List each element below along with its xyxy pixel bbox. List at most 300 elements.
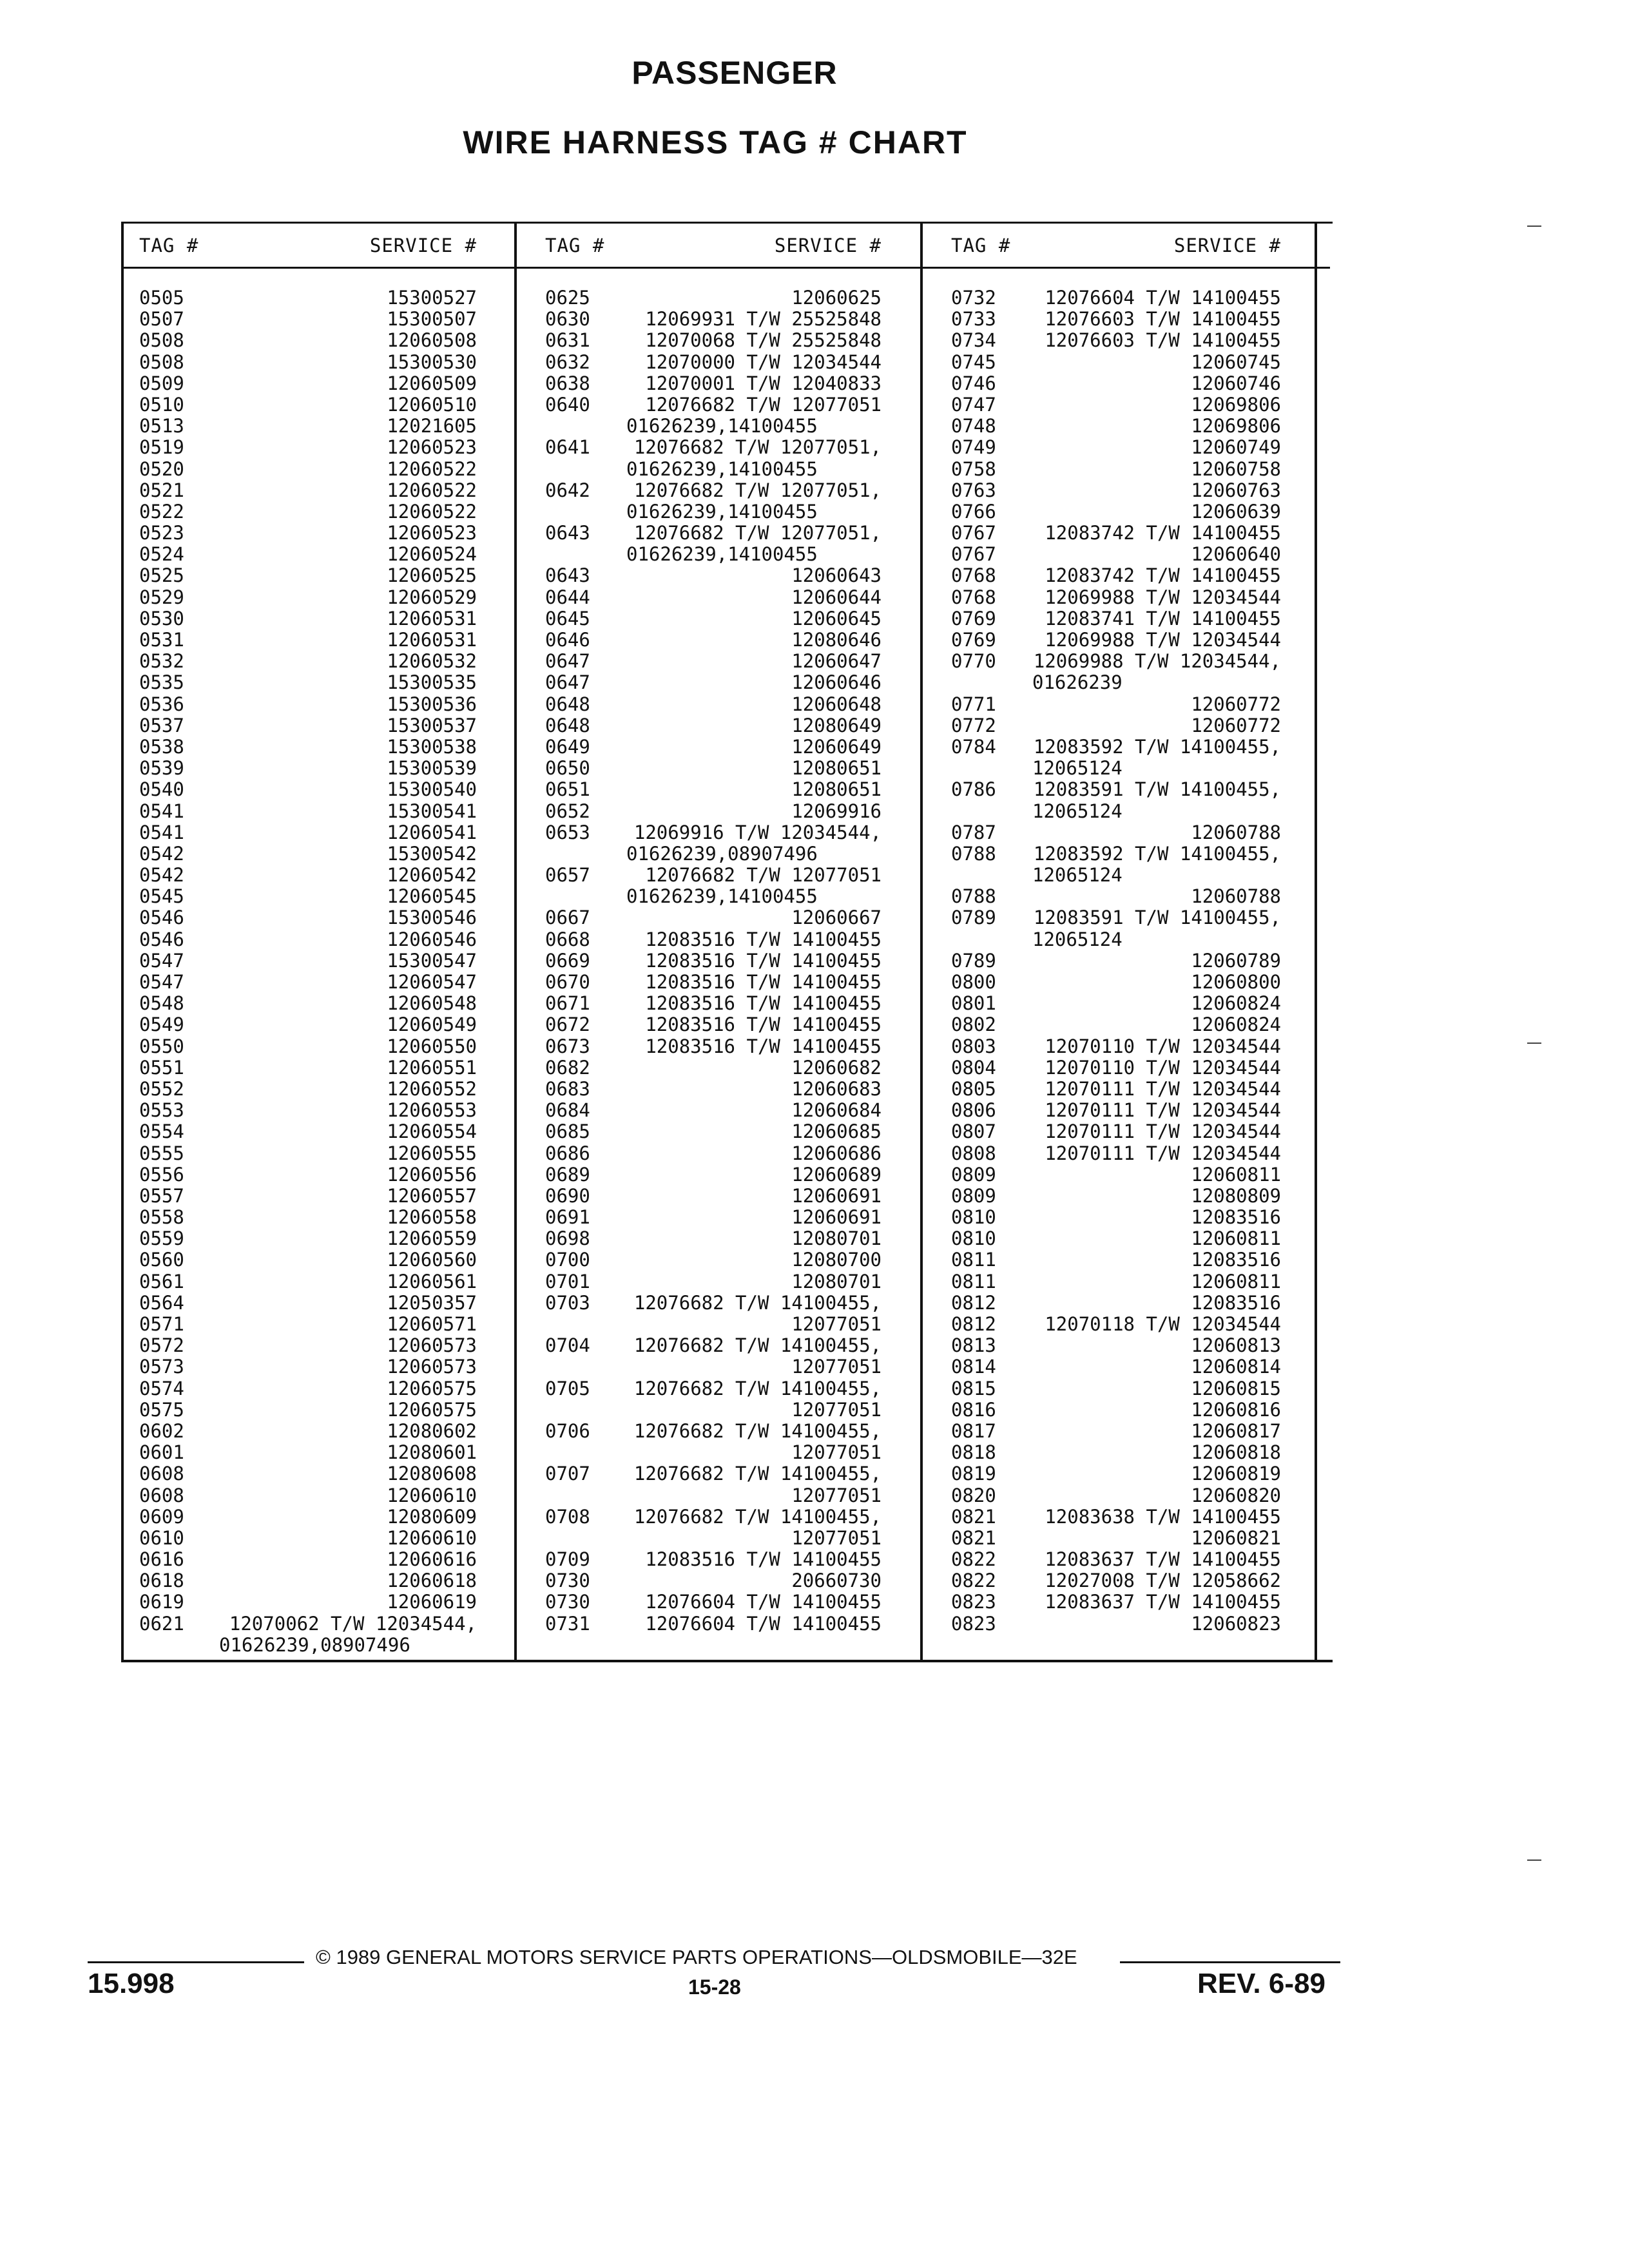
- tag-number: 0669: [545, 949, 590, 972]
- tag-number: 0700: [545, 1249, 590, 1271]
- service-number: 12060549: [387, 1014, 477, 1036]
- table-row: [951, 1014, 1281, 1035]
- tag-number: 0704: [545, 1334, 590, 1357]
- service-number: 12060811: [1191, 1270, 1281, 1293]
- table-row: [545, 1485, 882, 1506]
- tag-number: 0539: [139, 757, 184, 780]
- row-list: [545, 287, 882, 1635]
- table-row: [139, 1485, 477, 1506]
- tag-number: 0733: [951, 308, 996, 331]
- tag-number: 0541: [139, 821, 184, 843]
- tag-number: 0553: [139, 1099, 184, 1122]
- service-number: 12060691: [791, 1184, 882, 1207]
- service-number: 01626239,14100455: [626, 543, 818, 566]
- table-row: [951, 865, 1281, 886]
- table-row: [139, 929, 477, 950]
- table-row: [545, 1164, 882, 1186]
- table-row: [545, 1057, 882, 1079]
- table-row: [545, 416, 882, 437]
- table-row: [139, 416, 477, 437]
- service-number: 15300546: [387, 907, 477, 929]
- table-row: [951, 309, 1281, 330]
- service-number: 12077051: [791, 1398, 882, 1421]
- table-row: [139, 1314, 477, 1335]
- tag-column-1: [139, 228, 477, 1656]
- table-row: [139, 1549, 477, 1570]
- tag-number: 0707: [545, 1463, 590, 1485]
- service-number: 12070068 T/W 25525848: [645, 329, 882, 352]
- service-number: 12060616: [387, 1548, 477, 1571]
- service-number: 12070110 T/W 12034544: [1045, 1056, 1281, 1079]
- service-number: 12060819: [1191, 1463, 1281, 1485]
- service-number: 12083592 T/W 14100455,: [1033, 842, 1281, 865]
- service-number: 12080602: [387, 1419, 477, 1442]
- chart-title: WIRE HARNESS TAG # CHART: [463, 124, 968, 160]
- table-row: [951, 779, 1281, 800]
- tag-number: 0574: [139, 1377, 184, 1399]
- tag-number: 0767: [951, 522, 996, 544]
- margin-mark: [1527, 1860, 1541, 1861]
- table-row: [545, 1249, 882, 1271]
- tag-number: 0813: [951, 1334, 996, 1357]
- page-title: PASSENGER: [631, 55, 838, 91]
- service-number: 01626239,14100455: [626, 885, 818, 908]
- tag-number: 0619: [139, 1591, 184, 1613]
- table-row: [951, 394, 1281, 416]
- service-number: 15300527: [387, 287, 477, 309]
- table-row: [139, 801, 477, 822]
- service-number: 15300537: [387, 714, 477, 736]
- service-number: 12060649: [791, 735, 882, 758]
- service-number: 12060772: [1191, 693, 1281, 715]
- table-row: [951, 330, 1281, 351]
- service-number: 12060541: [387, 821, 477, 843]
- table-row: [545, 972, 882, 993]
- tag-number: 0730: [545, 1591, 590, 1613]
- footer-rule-left: [88, 1961, 304, 1963]
- table-row: [545, 587, 882, 608]
- tag-number: 0657: [545, 864, 590, 887]
- service-number: 12060811: [1191, 1227, 1281, 1250]
- service-number: 12076682 T/W 14100455,: [633, 1419, 882, 1442]
- table-row: [139, 1506, 477, 1528]
- service-number: 12060524: [387, 543, 477, 566]
- table-row: [951, 1207, 1281, 1228]
- service-number: 12069931 T/W 25525848: [645, 308, 882, 331]
- table-row: [951, 437, 1281, 458]
- service-number: 12060689: [791, 1163, 882, 1186]
- table-row: [545, 715, 882, 736]
- table-row: [139, 501, 477, 523]
- table-row: [545, 843, 882, 865]
- service-number: 12060683: [791, 1077, 882, 1100]
- service-number: 15300536: [387, 693, 477, 715]
- service-number: 12060811: [1191, 1163, 1281, 1186]
- service-number: 12070001 T/W 12040833: [645, 372, 882, 394]
- tag-number: 0745: [951, 351, 996, 373]
- tag-number: 0809: [951, 1163, 996, 1186]
- service-number: 12060508: [387, 329, 477, 352]
- service-number: 12060646: [791, 671, 882, 694]
- service-number: 01626239,14100455: [626, 415, 818, 437]
- table-row: [139, 843, 477, 865]
- tag-number: 0731: [545, 1612, 590, 1635]
- tag-number: 0810: [951, 1227, 996, 1250]
- tag-number: 0625: [545, 287, 590, 309]
- tag-number: 0817: [951, 1419, 996, 1442]
- table-row: [951, 1293, 1281, 1314]
- tag-number: 0546: [139, 928, 184, 950]
- tag-number: 0682: [545, 1056, 590, 1079]
- service-number: 12060824: [1191, 1014, 1281, 1036]
- table-row: [951, 1314, 1281, 1335]
- tag-number: 0508: [139, 351, 184, 373]
- table-row: [545, 544, 882, 565]
- service-number: 12080701: [791, 1227, 882, 1250]
- column-divider-2: [920, 222, 923, 1662]
- tag-number: 0816: [951, 1398, 996, 1421]
- tag-number: 0541: [139, 800, 184, 822]
- table-row: [139, 1164, 477, 1186]
- table-row: [545, 779, 882, 800]
- table-row: [951, 1549, 1281, 1570]
- tag-number: 0805: [951, 1077, 996, 1100]
- tag-number: 0810: [951, 1206, 996, 1229]
- table-row: [139, 1635, 477, 1656]
- tag-number: 0686: [545, 1142, 590, 1164]
- tag-number: 0618: [139, 1570, 184, 1592]
- table-row: [139, 1421, 477, 1442]
- tag-header: TAG #: [951, 235, 1011, 256]
- tag-number: 0771: [951, 693, 996, 715]
- service-number: 12060800: [1191, 971, 1281, 993]
- service-header: SERVICE #: [369, 235, 477, 256]
- tag-number: 0561: [139, 1270, 184, 1293]
- table-row: [139, 715, 477, 736]
- table-row: [139, 1293, 477, 1314]
- table-row: [139, 779, 477, 800]
- tag-number: 0746: [951, 372, 996, 394]
- service-number: 12060823: [1191, 1612, 1281, 1635]
- service-number: 12060573: [387, 1356, 477, 1378]
- table-row: [951, 1164, 1281, 1186]
- table-row: [139, 1528, 477, 1549]
- table-row: [951, 480, 1281, 501]
- service-number: 12060558: [387, 1206, 477, 1229]
- table-row: [139, 608, 477, 629]
- tag-number: 0531: [139, 629, 184, 651]
- table-row: [545, 1121, 882, 1142]
- table-row: [139, 1463, 477, 1485]
- tag-number: 0632: [545, 351, 590, 373]
- service-number: 12060758: [1191, 457, 1281, 480]
- table-row: [951, 1356, 1281, 1378]
- tag-number: 0508: [139, 329, 184, 352]
- table-row: [951, 1591, 1281, 1613]
- tag-number: 0772: [951, 714, 996, 736]
- table-row: [951, 287, 1281, 309]
- service-number: 12060522: [387, 457, 477, 480]
- tag-number: 0815: [951, 1377, 996, 1399]
- table-row: [139, 1249, 477, 1271]
- service-number: 12077051: [791, 1313, 882, 1335]
- service-number: 12060643: [791, 564, 882, 587]
- service-number: 12080601: [387, 1441, 477, 1464]
- service-number: 12076682 T/W 14100455,: [633, 1377, 882, 1399]
- tag-number: 0650: [545, 757, 590, 780]
- tag-number: 0530: [139, 607, 184, 629]
- tag-number: 0768: [951, 564, 996, 587]
- tag-number: 0730: [545, 1570, 590, 1592]
- tag-number: 0789: [951, 907, 996, 929]
- section-number: 15.998: [88, 1968, 175, 1999]
- tag-number: 0749: [951, 436, 996, 459]
- table-row: [139, 1356, 477, 1378]
- table-row: [545, 1591, 882, 1613]
- table-row: [951, 1228, 1281, 1249]
- table-row: [545, 1014, 882, 1035]
- tag-number: 0621: [139, 1612, 184, 1635]
- table-row: [139, 1228, 477, 1249]
- tag-number: 0672: [545, 1014, 590, 1036]
- tag-number: 0575: [139, 1398, 184, 1421]
- table-row: [951, 1100, 1281, 1121]
- service-number: 12060640: [1191, 543, 1281, 566]
- table-row: [139, 437, 477, 458]
- table-row: [545, 459, 882, 480]
- table-row: [545, 1228, 882, 1249]
- table-row: [545, 1100, 882, 1121]
- tag-number: 0540: [139, 778, 184, 801]
- service-number: 12021605: [387, 415, 477, 437]
- table-row: [951, 1442, 1281, 1463]
- tag-number: 0630: [545, 308, 590, 331]
- service-number: 12083516 T/W 14100455: [645, 928, 882, 950]
- tag-number: 0640: [545, 393, 590, 416]
- service-number: 12069806: [1191, 393, 1281, 416]
- service-number: 12060749: [1191, 436, 1281, 459]
- table-row: [545, 1506, 882, 1528]
- service-number: 12083516: [1191, 1291, 1281, 1314]
- tag-number: 0811: [951, 1270, 996, 1293]
- table-row: [951, 416, 1281, 437]
- service-number: 12060559: [387, 1227, 477, 1250]
- table-row: [139, 651, 477, 672]
- service-number: 15300507: [387, 308, 477, 331]
- tag-number: 0800: [951, 971, 996, 993]
- table-row: [139, 1442, 477, 1463]
- tag-number: 0747: [951, 393, 996, 416]
- table-row: [545, 1207, 882, 1228]
- service-number: 12060667: [791, 907, 882, 929]
- service-number: 12076682 T/W 14100455,: [633, 1291, 882, 1314]
- tag-number: 0558: [139, 1206, 184, 1229]
- service-number: 12060522: [387, 479, 477, 501]
- service-number: 12083516: [1191, 1249, 1281, 1271]
- tag-number: 0647: [545, 671, 590, 694]
- table-row: [951, 736, 1281, 758]
- service-number: 12060555: [387, 1142, 477, 1164]
- service-number: 12060554: [387, 1120, 477, 1143]
- tag-number: 0552: [139, 1077, 184, 1100]
- tag-number: 0812: [951, 1291, 996, 1314]
- service-number: 12083516 T/W 14100455: [645, 992, 882, 1015]
- tag-number: 0819: [951, 1463, 996, 1485]
- service-number: 12060523: [387, 436, 477, 459]
- table-row: [951, 501, 1281, 523]
- tag-number: 0671: [545, 992, 590, 1015]
- service-number: 15300539: [387, 757, 477, 780]
- table-row: [545, 865, 882, 886]
- table-row: [139, 1207, 477, 1228]
- table-row: [951, 758, 1281, 779]
- table-row: [139, 1271, 477, 1293]
- table-row: [545, 437, 882, 458]
- table-row: [951, 1121, 1281, 1142]
- tag-number: 0505: [139, 287, 184, 309]
- tag-number: 0701: [545, 1270, 590, 1293]
- service-number: 12065124: [1032, 757, 1123, 780]
- service-number: 12060684: [791, 1099, 882, 1122]
- service-header: SERVICE #: [1173, 235, 1281, 256]
- service-number: 12060820: [1191, 1484, 1281, 1506]
- service-number: 12027008 T/W 12058662: [1045, 1570, 1281, 1592]
- service-number: 12060789: [1191, 949, 1281, 972]
- service-number: 12070118 T/W 12034544: [1045, 1313, 1281, 1335]
- table-row: [545, 1378, 882, 1399]
- table-row: [139, 287, 477, 309]
- tag-number: 0522: [139, 500, 184, 523]
- tag-number: 0801: [951, 992, 996, 1015]
- tag-number: 0670: [545, 971, 590, 993]
- tag-number: 0734: [951, 329, 996, 352]
- service-number: 12065124: [1032, 928, 1123, 950]
- service-number: 12060510: [387, 393, 477, 416]
- tag-number: 0788: [951, 885, 996, 908]
- tag-number: 0542: [139, 842, 184, 865]
- service-number: 12083516 T/W 14100455: [645, 1548, 882, 1571]
- table-row: [545, 1143, 882, 1164]
- table-row: [545, 886, 882, 907]
- service-number: 12065124: [1032, 800, 1123, 822]
- column-divider-3: [1315, 222, 1317, 1662]
- tag-number: 0809: [951, 1184, 996, 1207]
- row-list: [951, 287, 1281, 1635]
- table-row: [545, 629, 882, 651]
- service-number: 12083591 T/W 14100455,: [1033, 778, 1281, 801]
- table-row: [545, 1399, 882, 1421]
- service-number: 01626239,14100455: [626, 457, 818, 480]
- table-row: [139, 1079, 477, 1100]
- service-number: 12060532: [387, 650, 477, 673]
- table-row: [139, 993, 477, 1014]
- tag-number: 0507: [139, 308, 184, 331]
- service-number: 12060691: [791, 1206, 882, 1229]
- tag-number: 0535: [139, 671, 184, 694]
- table-row: [545, 694, 882, 715]
- tag-number: 0571: [139, 1313, 184, 1335]
- tag-number: 0821: [951, 1505, 996, 1528]
- service-number: 15300540: [387, 778, 477, 801]
- service-number: 12060647: [791, 650, 882, 673]
- tag-number: 0748: [951, 415, 996, 437]
- table-row: [951, 1271, 1281, 1293]
- service-number: 12083591 T/W 14100455,: [1033, 907, 1281, 929]
- service-number: 12060682: [791, 1056, 882, 1079]
- table-row: [545, 1314, 882, 1335]
- tag-number: 0523: [139, 522, 184, 544]
- table-row: [545, 1613, 882, 1635]
- table-row: [951, 523, 1281, 544]
- service-number: 12060788: [1191, 885, 1281, 908]
- service-number: 12076682 T/W 12077051: [645, 864, 882, 887]
- table-row: [139, 1378, 477, 1399]
- page-number: 15-28: [688, 1975, 741, 1999]
- table-row: [951, 1506, 1281, 1528]
- service-number: 12076604 T/W 14100455: [645, 1591, 882, 1613]
- service-number: 12069806: [1191, 415, 1281, 437]
- table-row: [951, 993, 1281, 1014]
- service-number: 12060525: [387, 564, 477, 587]
- table-row: [139, 480, 477, 501]
- service-number: 15300547: [387, 949, 477, 972]
- tag-number: 0524: [139, 543, 184, 566]
- service-number: 12070111 T/W 12034544: [1045, 1120, 1281, 1143]
- tag-number: 0601: [139, 1441, 184, 1464]
- service-number: 12080608: [387, 1463, 477, 1485]
- table-row: [139, 1335, 477, 1356]
- service-number: 12070062 T/W 12034544,: [229, 1612, 477, 1635]
- table-row: [951, 565, 1281, 586]
- service-number: 12060545: [387, 885, 477, 908]
- tag-number: 0807: [951, 1120, 996, 1143]
- tag-number: 0547: [139, 971, 184, 993]
- tag-number: 0802: [951, 1014, 996, 1036]
- table-row: [951, 1143, 1281, 1164]
- service-number: 12080700: [791, 1249, 882, 1271]
- table-row: [139, 629, 477, 651]
- service-number: 12060816: [1191, 1398, 1281, 1421]
- tag-number: 0822: [951, 1548, 996, 1571]
- tag-number: 0766: [951, 500, 996, 523]
- tag-number: 0767: [951, 543, 996, 566]
- table-row: [139, 1143, 477, 1164]
- tag-number: 0555: [139, 1142, 184, 1164]
- service-number: 12069988 T/W 12034544,: [1033, 650, 1281, 673]
- tag-number: 0652: [545, 800, 590, 822]
- table-row: [951, 1186, 1281, 1207]
- table-row: [545, 480, 882, 501]
- tag-number: 0732: [951, 287, 996, 309]
- tag-number: 0769: [951, 629, 996, 651]
- tag-number: 0823: [951, 1591, 996, 1613]
- service-number: 12076682 T/W 14100455,: [633, 1463, 882, 1485]
- table-row: [545, 672, 882, 693]
- service-number: 12060814: [1191, 1356, 1281, 1378]
- table-row: [951, 1463, 1281, 1485]
- table-row: [139, 1399, 477, 1421]
- table-row: [545, 352, 882, 373]
- service-number: 12060644: [791, 586, 882, 608]
- tag-number: 0510: [139, 393, 184, 416]
- margin-mark: [1527, 1043, 1541, 1044]
- service-number: 12076682 T/W 12077051,: [633, 436, 882, 459]
- table-row: [139, 1570, 477, 1591]
- tag-number: 0554: [139, 1120, 184, 1143]
- service-number: 12069988 T/W 12034544: [1045, 586, 1281, 608]
- tag-number: 0551: [139, 1056, 184, 1079]
- tag-number: 0538: [139, 735, 184, 758]
